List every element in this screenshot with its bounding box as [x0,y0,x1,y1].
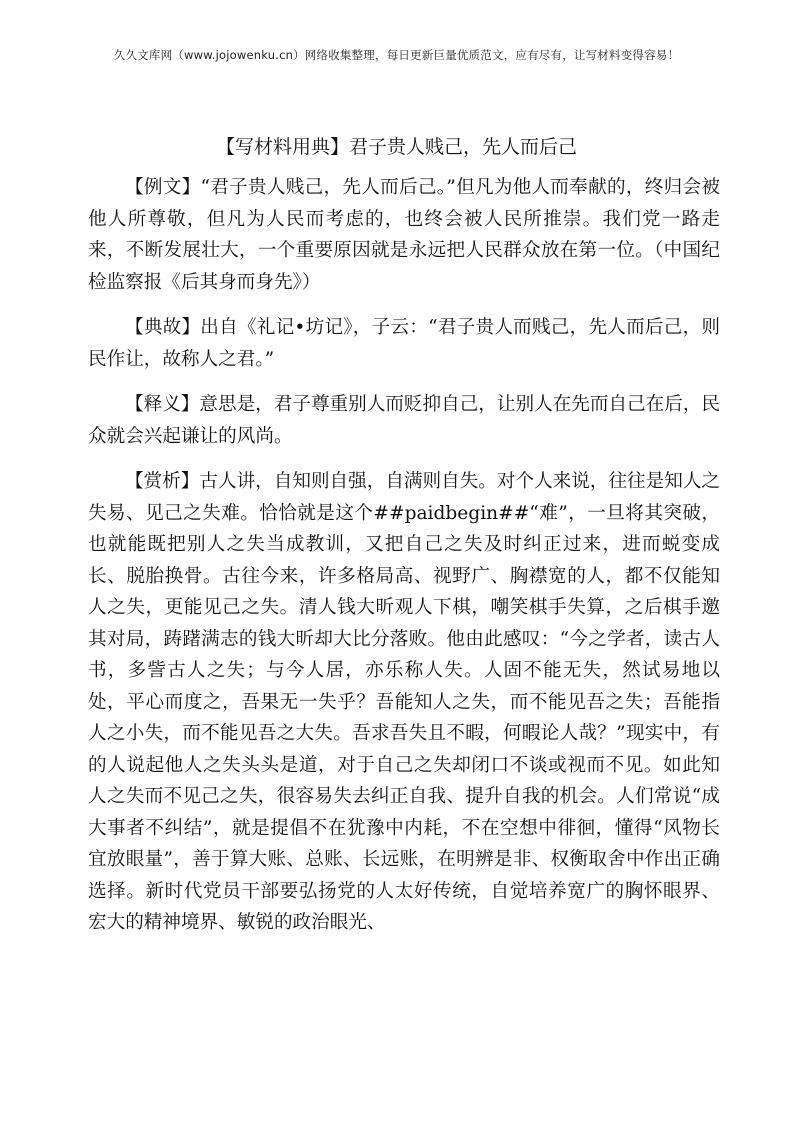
paragraph-allusion: 【典故】出自《礼记•坊记》，子云：“君子贵人而贱己，先人而后己，则民作让，故称人之君。” [88,317,720,370]
paragraph-example: 【例文】“君子贵人贱己，先人而后己。”但凡为他人而奉献的，终归会被他人所尊敬，但凡为人民而考虑的，也终会被人民所推崇。我们党一路走来，不断发展壮大，一个重要原因就是永远把人民群众放在第一位。（中国纪检监察报《后其身而身先》） [88,177,720,293]
paragraph-analysis: 【赏析】古人讲，自知则自强，自满则自失。对个人来说，往往是知人之失易、见己之失难。恰恰就是这个##paidbegin##“难”，一旦将其突破，也就能既把别人之失当成教训，又把自己之失及时纠正过来，进而蜕变成长、脱胎换骨。古往今来，许多格局高、视野广、胸襟宽的人，都不仅能知人之失，更能见己之失。清人钱大昕观人下棋，嘲笑棋手失算，之后棋手邀其对局，踌躇满志的钱大昕却大比分落败。他由此感叹：“今之学者，读古人书，多訾古人之失；与今人居，亦乐称人失。人固不能无失，然试易地以处，平心而度之，吾果无一失乎？吾能知人之失，而不能见吾之失；吾能指人之小失，而不能见吾之大失。吾求吾失且不暇，何暇论人哉？”现实中，有的人说起他人之失头头是道，对于自己之失却闭口不谈或视而不见。如此知人之失而不见己之失，很容易失去纠正自我、提升自我的机会。人们常说“成大事者不纠结”，就是提倡不在犹豫中内耗，不在空想中徘徊，懂得“风物长宜放眼量”，善于算大账、总账、长远账，在明辨是非、权衡取舍中作出正确选择。新时代党员干部要弘扬党的人太好传统，自觉培养宽广的胸怀眼界、宏大的精神境界、敏锐的政治眼光、 [88,471,721,933]
document-body [88,172,720,939]
paragraph-meaning: 【释义】意思是，君子尊重别人而贬抑自己，让别人在先而自己在后，民众就会兴起谦让的风尚。 [88,394,721,447]
document-title: 【写材料用典】君子贵人贱己，先人而后己 [215,136,577,158]
page-header: 久久文库网（www.jojowenku.cn）网络收集整理，每日更新巨量优质范文，应有尽有，让写材料变得容易！ [113,48,680,62]
